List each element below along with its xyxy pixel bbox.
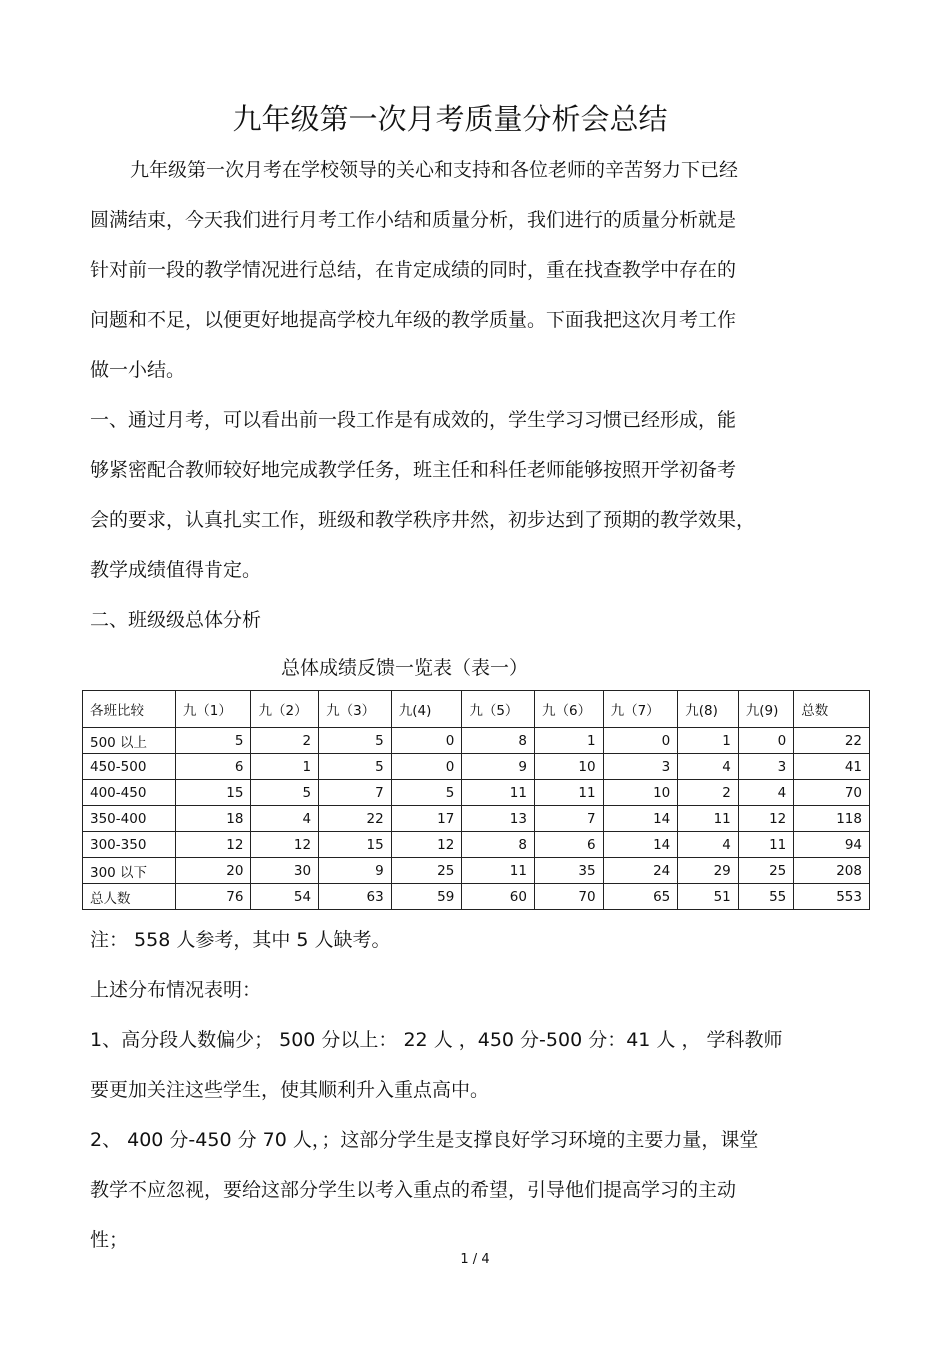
table-cell: 9: [319, 858, 392, 884]
table-cell: 17: [391, 806, 462, 832]
table-row: [83, 858, 870, 884]
table-cell: 3: [738, 754, 793, 780]
table-cell: 9: [462, 754, 535, 780]
row-label-cell: 总人数: [83, 884, 176, 910]
table-cell: 208: [794, 858, 870, 884]
point-line-2: 要更加关注这些学生，使其顺利升入重点高中。: [90, 1079, 490, 1101]
table-cell: 2: [678, 780, 739, 806]
table-row: [83, 832, 870, 858]
header-cell: 九（5）: [462, 691, 535, 728]
table-cell: 54: [251, 884, 319, 910]
row-label-cell: 300 以下: [83, 858, 176, 884]
table-cell: 10: [603, 780, 678, 806]
table-cell: 15: [175, 780, 251, 806]
header-cell: 九(4): [391, 691, 462, 728]
table-cell: 4: [738, 780, 793, 806]
intro-line-4: 问题和不足，以便更好地提高学校九年级的教学质量。下面我把这次月考工作: [90, 309, 737, 331]
table-cell: 70: [534, 884, 603, 910]
table-cell: 11: [462, 780, 535, 806]
page-number: 1 / 4: [460, 1252, 490, 1267]
table-cell: 0: [603, 728, 678, 754]
table-row: [83, 754, 870, 780]
table-cell: 4: [251, 806, 319, 832]
intro-line-5: 做一小结。: [90, 359, 186, 381]
row-label-cell: 450-500: [83, 754, 176, 780]
table-cell: 4: [678, 754, 739, 780]
row-label-cell: 350-400: [83, 806, 176, 832]
section2-heading: 二、班级级总体分析: [90, 609, 262, 631]
table-cell: 11: [738, 832, 793, 858]
table-cell: 25: [391, 858, 462, 884]
table-cell: 55: [738, 884, 793, 910]
table-cell: 5: [391, 780, 462, 806]
table-cell: 12: [175, 832, 251, 858]
table-cell: 24: [603, 858, 678, 884]
table-cell: 8: [462, 728, 535, 754]
table-cell: 63: [319, 884, 392, 910]
header-cell: 九（2）: [251, 691, 319, 728]
score-distribution-table: [82, 690, 870, 910]
header-cell: 九（7）: [603, 691, 678, 728]
table-cell: 30: [251, 858, 319, 884]
table-cell: 35: [534, 858, 603, 884]
table-cell: 59: [391, 884, 462, 910]
point-line-3: 2、 400 分-450 分 70 人，；这部分学生是支撑良好学习环境的主要力量，课堂: [90, 1129, 759, 1151]
table-cell: 60: [462, 884, 535, 910]
header-cell: 九（1）: [175, 691, 251, 728]
table-cell: 1: [251, 754, 319, 780]
header-cell: 九（6）: [534, 691, 603, 728]
table-row: [83, 884, 870, 910]
table-cell: 22: [319, 806, 392, 832]
intro-line-2: 圆满结束，今天我们进行月考工作小结和质量分析，我们进行的质量分析就是: [90, 209, 737, 231]
section1-line-2: 够紧密配合教师较好地完成教学任务，班主任和科任老师能够按照开学初备考: [90, 459, 737, 481]
table-cell: 12: [391, 832, 462, 858]
table-cell: 65: [603, 884, 678, 910]
section1-line-3: 会的要求，认真扎实工作，班级和教学秩序井然，初步达到了预期的教学效果，: [90, 509, 756, 531]
table-cell: 4: [678, 832, 739, 858]
table-cell: 0: [391, 754, 462, 780]
table-cell: 118: [794, 806, 870, 832]
table-cell: 94: [794, 832, 870, 858]
table-cell: 15: [319, 832, 392, 858]
point-line-5: 性；: [90, 1229, 129, 1251]
table-cell: 2: [251, 728, 319, 754]
header-cell: 九(8): [678, 691, 739, 728]
table-cell: 76: [175, 884, 251, 910]
table-header-row: [83, 691, 870, 728]
table-cell: 11: [462, 858, 535, 884]
header-cell: 总数: [794, 691, 870, 728]
table-cell: 0: [391, 728, 462, 754]
intro-line-3: 针对前一段的教学情况进行总结，在肯定成绩的同时，重在找查教学中存在的: [90, 259, 737, 281]
section1-line-4: 教学成绩值得肯定。: [90, 559, 262, 581]
table-cell: 7: [319, 780, 392, 806]
table-cell: 20: [175, 858, 251, 884]
table-cell: 11: [534, 780, 603, 806]
point-line-1: 1、高分段人数偏少； 500 分以上： 22 人 ，450 分-500 分：41 人 ， 学科教师: [90, 1029, 783, 1051]
table-cell: 13: [462, 806, 535, 832]
header-cell: 九(9): [738, 691, 793, 728]
table-cell: 11: [678, 806, 739, 832]
table-cell: 3: [603, 754, 678, 780]
table-cell: 51: [678, 884, 739, 910]
header-cell: 各班比较: [83, 691, 176, 728]
table-cell: 1: [678, 728, 739, 754]
table-row: [83, 728, 870, 754]
intro-line-1: 九年级第一次月考在学校领导的关心和支持和各位老师的辛苦努力下已经: [130, 159, 739, 181]
row-label-cell: 500 以上: [83, 728, 176, 754]
table-cell: 10: [534, 754, 603, 780]
table-cell: 22: [794, 728, 870, 754]
table-cell: 25: [738, 858, 793, 884]
table-cell: 1: [534, 728, 603, 754]
table-cell: 7: [534, 806, 603, 832]
section1-line-1: 一、通过月考，可以看出前一段工作是有成效的，学生学习习惯已经形成，能: [90, 409, 737, 431]
point-line-4: 教学不应忽视，要给这部分学生以考入重点的希望，引导他们提高学习的主动: [90, 1179, 737, 1201]
summary-intro: 上述分布情况表明：: [90, 979, 262, 1001]
table-cell: 0: [738, 728, 793, 754]
table-cell: 12: [738, 806, 793, 832]
table-cell: 5: [175, 728, 251, 754]
table-cell: 5: [251, 780, 319, 806]
table-cell: 29: [678, 858, 739, 884]
header-cell: 九（3）: [319, 691, 392, 728]
table-cell: 70: [794, 780, 870, 806]
table-cell: 6: [175, 754, 251, 780]
table-cell: 12: [251, 832, 319, 858]
table-cell: 41: [794, 754, 870, 780]
table-cell: 18: [175, 806, 251, 832]
row-label-cell: 300-350: [83, 832, 176, 858]
table-row: [83, 780, 870, 806]
table-cell: 14: [603, 806, 678, 832]
table-cell: 5: [319, 754, 392, 780]
table-caption: 总体成绩反馈一览表（表一）: [281, 657, 529, 679]
table-cell: 8: [462, 832, 535, 858]
attendance-note: 注： 558 人参考，其中 5 人缺考。: [90, 929, 391, 951]
table-cell: 5: [319, 728, 392, 754]
table-cell: 6: [534, 832, 603, 858]
row-label-cell: 400-450: [83, 780, 176, 806]
table-row: [83, 806, 870, 832]
document-title: 九年级第一次月考质量分析会总结: [232, 102, 668, 136]
table-cell: 14: [603, 832, 678, 858]
table-cell: 553: [794, 884, 870, 910]
